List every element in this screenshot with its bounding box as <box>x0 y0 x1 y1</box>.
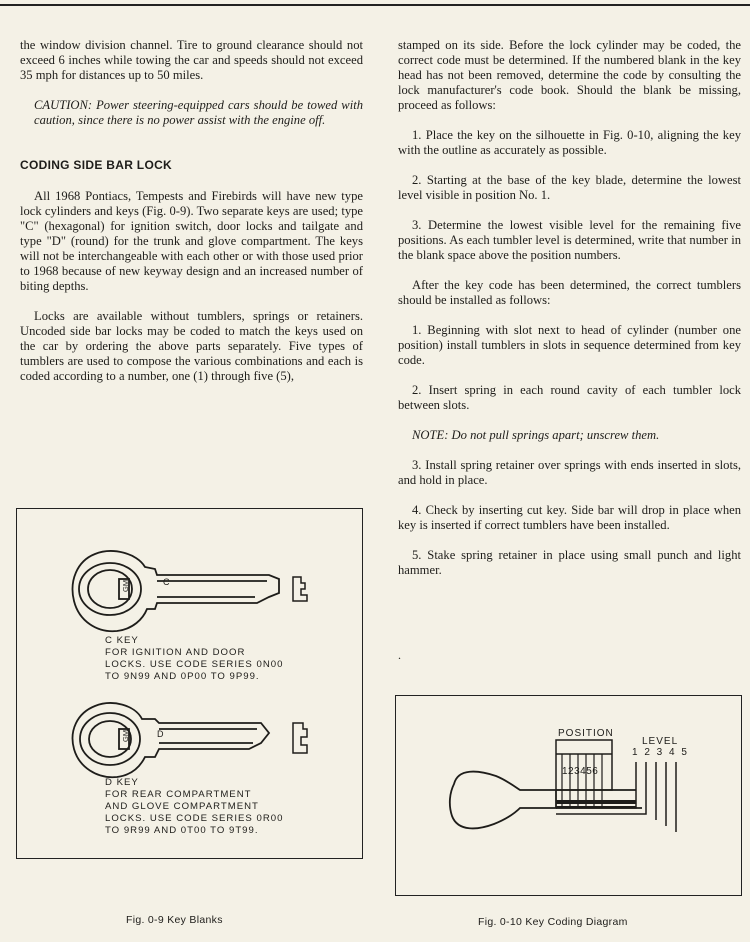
step-1: 1. Place the key on the silhouette in Fig. 0-10, aligning the key with the outline as accurately as possible. <box>398 128 741 157</box>
c-profile-icon <box>293 577 307 601</box>
step-3: 3. Determine the lowest visible level for the remaining five positions. As each tumbler level is determined, write that number in the blank space above the position numbers. <box>398 218 741 262</box>
figure-10-caption: Fig. 0-10 Key Coding Diagram <box>478 916 628 928</box>
c-key-letter: C <box>163 577 170 587</box>
position-box <box>556 740 612 790</box>
figure-9-caption: Fig. 0-9 Key Blanks <box>126 914 223 926</box>
tumbler-step-5: 5. Stake spring retainer in place using small punch and light hammer. <box>398 548 741 577</box>
tumbler-step-2: 2. Insert spring in each round cavity of each tumbler lock between slots. <box>398 383 741 412</box>
d-key-line-2: AND GLOVE COMPARTMENT <box>105 801 259 812</box>
position-numbers: 123456 <box>562 766 599 777</box>
position-ticks <box>562 754 602 806</box>
c-key-drawing <box>73 551 279 631</box>
level-label: LEVEL <box>642 736 679 747</box>
d-key-line-1: FOR REAR COMPARTMENT <box>105 789 252 800</box>
d-key-letter: D <box>157 729 164 739</box>
d-key-caption <box>105 777 283 837</box>
c-key-line-2: LOCKS. USE CODE SERIES 0N00 <box>105 659 284 670</box>
position-label: POSITION <box>558 728 614 739</box>
c-gm-mark: GM <box>121 579 130 592</box>
d-profile-icon <box>293 723 307 753</box>
c-key-line-1: FOR IGNITION AND DOOR <box>105 647 246 658</box>
left-paragraph-2: All 1968 Pontiacs, Tempests and Firebirds will have new type lock cylinders and keys (Fig. 0-9). Two separate keys are used; type "C" (hexagonal) for ignition switch, door locks and tailgate and type "D" (round) for the trunk and glove compartment. The keys will not be interchangeable with each other or with those used prior to 1968 because of new keyway design and an increased number of biting depths. <box>20 189 363 293</box>
c-key-line-3: TO 9N99 AND 0P00 TO 9P99. <box>105 671 260 682</box>
tumbler-step-4: 4. Check by inserting cut key. Side bar will drop in place when key is inserted if correct tumblers have been installed. <box>398 503 741 532</box>
step-2: 2. Starting at the base of the key blade, determine the lowest level visible in position No. 1. <box>398 173 741 202</box>
caution-note: CAUTION: Power steering-equipped cars should be towed with caution, since there is no power assist with the engine off. <box>34 98 363 127</box>
left-paragraph-3: Locks are available without tumblers, springs or retainers. Uncoded side bar locks may be coded to match the keys used on the car by ordering the above parts separately. Five types of tumblers are used to compose the various combinations and each is coded according to a number, one (1) through five (5), <box>20 309 363 383</box>
section-heading: CODING SIDE BAR LOCK <box>20 158 173 172</box>
left-column <box>20 38 363 399</box>
d-gm-mark: GM <box>121 729 130 742</box>
right-column <box>398 38 741 593</box>
level-numbers: 1 2 3 4 5 <box>632 747 689 758</box>
figure-key-blanks <box>16 508 363 859</box>
tumbler-step-3: 3. Install spring retainer over springs with ends inserted in slots, and hold in place. <box>398 458 741 487</box>
key-coding-illustration <box>396 696 741 895</box>
right-paragraph-2: After the key code has been determined, the correct tumblers should be installed as follows: <box>398 278 741 307</box>
level-fill <box>556 800 636 808</box>
top-rule <box>0 4 750 6</box>
right-paragraph-1: stamped on its side. Before the lock cylinder may be coded, the correct code must be determined. If the numbered blank in the key head has not been removed, determine the code by consulting the lock manufacturer's code book. Should the blank be missing, proceed as follows: <box>398 38 741 112</box>
note: NOTE: Do not pull springs apart; unscrew them. <box>412 428 660 442</box>
d-key-title: D KEY <box>105 777 139 788</box>
left-paragraph-1: the window division channel. Tire to ground clearance should not exceed 6 inches while towing the car and speeds should not exceed 35 mph for distances up to 50 miles. <box>20 38 363 82</box>
stray-dot: . <box>398 648 401 662</box>
c-key-caption <box>105 635 283 683</box>
figure-key-coding-diagram <box>395 695 742 896</box>
d-key-line-4: TO 9R99 AND 0T00 TO 9T99. <box>105 825 259 836</box>
d-key-line-3: LOCKS. USE CODE SERIES 0R00 <box>105 813 284 824</box>
tumbler-step-1: 1. Beginning with slot next to head of cylinder (number one position) install tumblers in slots in sequence determined from key code. <box>398 323 741 367</box>
c-key-title: C KEY <box>105 635 139 646</box>
d-key-drawing <box>73 703 269 777</box>
